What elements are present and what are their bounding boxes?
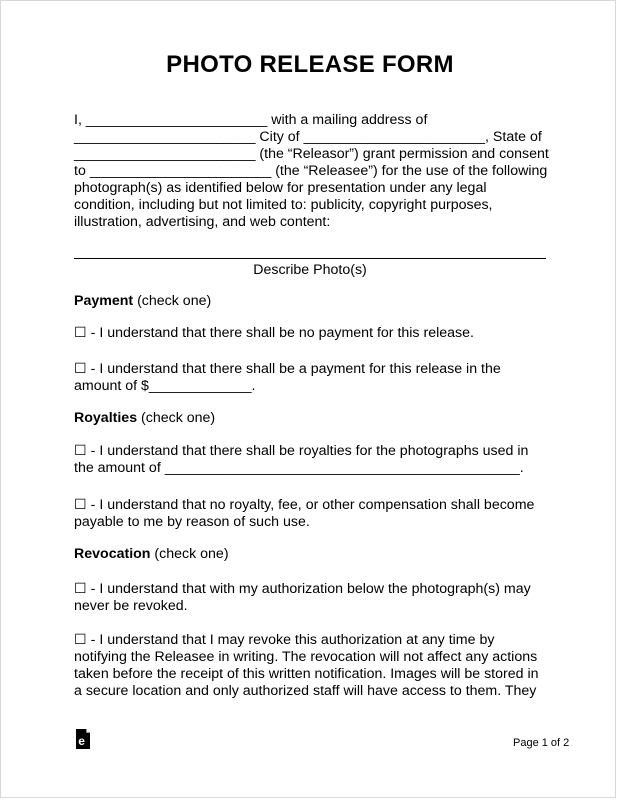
payment-heading — [74, 293, 554, 310]
royalties-heading-label: Royalties — [74, 410, 138, 426]
revocation-option-2-line-4: a secure location and only authorized staff will have access to them. They — [74, 683, 537, 699]
revocation-option-2-line-1[interactable]: ☐ - I understand that I may revoke this authorization at any time by — [74, 632, 495, 648]
royalties-option-1-line-2: the amount of _____________________________________________. — [74, 460, 524, 476]
intro-line-7: illustration, advertising, and web content: — [74, 214, 331, 230]
royalties-option-2-line-1[interactable]: ☐ - I understand that no royalty, fee, or other compensation shall become — [74, 497, 535, 513]
payment-heading-note: (check one) — [133, 293, 212, 309]
payment-option-2-line-2: amount of $_____________. — [74, 378, 256, 394]
revocation-heading — [74, 546, 554, 563]
revocation-option-1-line-2: never be revoked. — [74, 598, 188, 614]
intro-line-6: condition, including but not limited to: publicity, copyright purposes, — [74, 197, 493, 213]
eforms-logo-icon — [75, 728, 91, 750]
payment-heading-label: Payment — [74, 293, 134, 309]
revocation-heading-label: Revocation — [74, 546, 151, 562]
payment-option-1[interactable]: ☐ - I understand that there shall be no payment for this release. — [74, 325, 474, 341]
revocation-option-2-line-3: taken before the receipt of this written notification. Images will be stored in — [74, 666, 539, 682]
intro-line-3: _______________________ (the “Releasor”) grant permission and consent — [74, 146, 549, 162]
royalties-option-2-line-2: payable to me by reason of such use. — [74, 514, 310, 530]
intro-line-5: photograph(s) as identified below for presentation under any legal — [74, 180, 487, 196]
svg-text:e: e — [78, 734, 85, 748]
revocation-heading-note: (check one) — [150, 546, 229, 562]
describe-photo-caption: Describe Photo(s) — [253, 262, 367, 278]
royalties-heading-note: (check one) — [137, 410, 216, 426]
describe-photo-field[interactable] — [74, 258, 546, 259]
royalties-option-1-line-1[interactable]: ☐ - I understand that there shall be royalties for the photographs used in — [74, 443, 529, 459]
royalties-heading — [74, 410, 554, 427]
intro-line-1: I, _______________________ with a mailing address of — [74, 112, 428, 128]
intro-line-4: to _______________________ (the “Releasee”) for the use of the following — [74, 163, 548, 179]
revocation-option-1-line-1[interactable]: ☐ - I understand that with my authorization below the photograph(s) may — [74, 581, 531, 597]
form-title: PHOTO RELEASE FORM — [166, 51, 454, 78]
page-number: Page 1 of 2 — [513, 737, 570, 749]
payment-option-2-line-1[interactable]: ☐ - I understand that there shall be a payment for this release in the — [74, 361, 501, 377]
revocation-option-2-line-2: notifying the Releasee in writing. The revocation will not affect any actions — [74, 649, 538, 665]
intro-line-2: _______________________ City of _______________________, State of — [74, 129, 542, 145]
